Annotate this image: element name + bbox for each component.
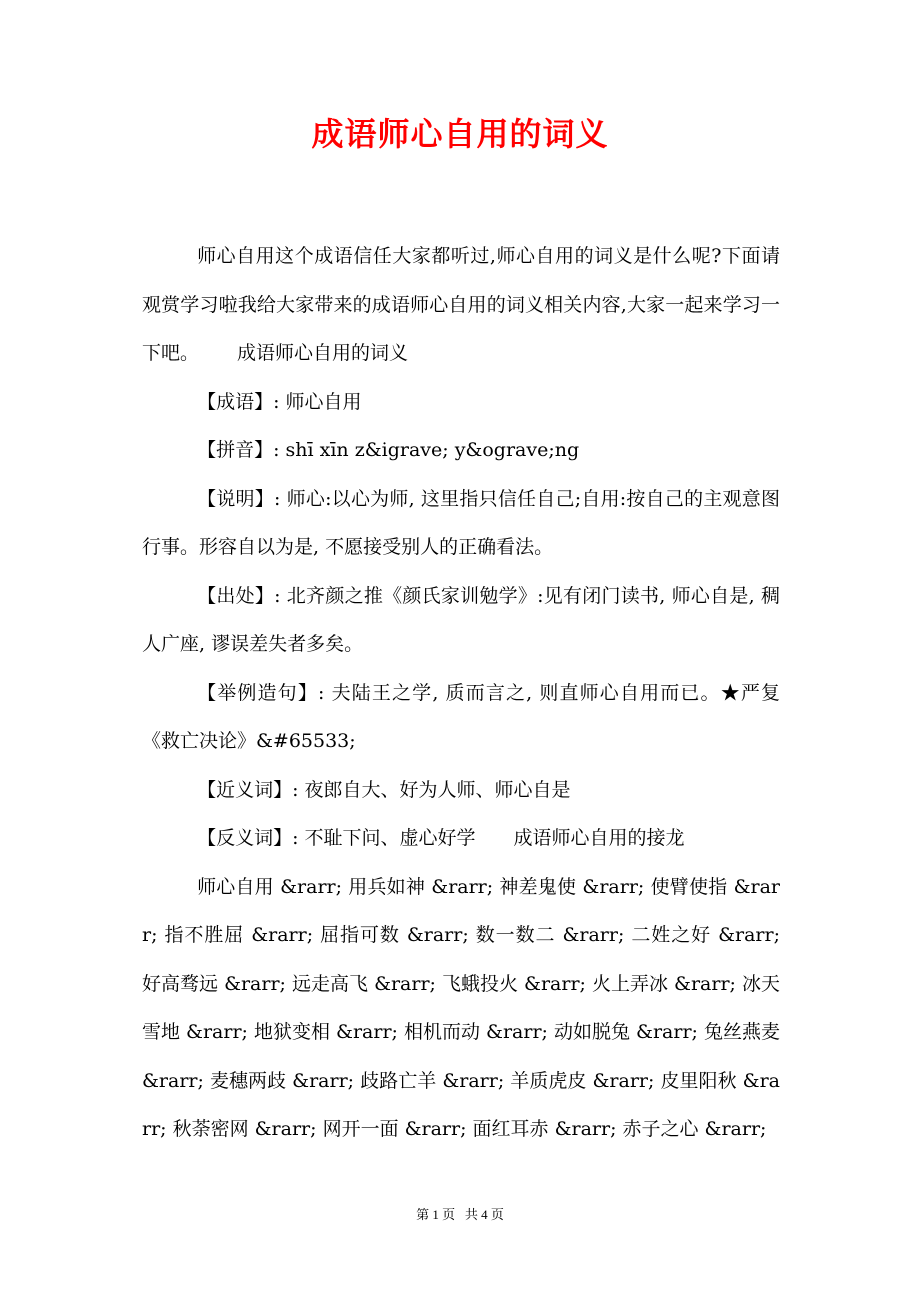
section-heading-meaning: 成语师心自用的词义	[237, 342, 409, 364]
idiom-entry: 【成语】: 师心自用	[197, 390, 362, 413]
section-heading-chain: 成语师心自用的接龙	[513, 827, 685, 849]
intro-text: 师心自用这个成语信任大家都听过,师心自用的词义是什么呢?下面请观赏学习啦我给大家带来的成语师心自用的词义相关内容,大家一起来学习一下吧。	[142, 245, 780, 364]
document-title: 成语师心自用的词义	[311, 115, 609, 153]
pinyin-entry: 【拼音】: shī xīn z&igrave; y&ograve;ng	[197, 439, 580, 461]
page-total: 共 4 页	[464, 1207, 504, 1222]
document-body	[142, 232, 780, 1154]
explanation-entry: 【说明】: 师心:以心为师, 这里指只信任自己;自用:按自己的主观意图行事。形容自以为是, 不愿接受别人的正确看法。	[142, 487, 780, 558]
idiom-chain-paragraph: 师心自用 &rarr; 用兵如神 &rarr; 神差鬼使 &rarr; 使臂使指 &rarr; 指不胜屈 &rarr; 屈指可数 &rarr; 数一数二 &rarr; 二姓之好 &rarr; 好高骛远 &rarr; 远走高飞 &rarr; 飞蛾投火 &rarr; 火上弄冰 &rarr; 冰天雪地 &rarr; 地狱变相 &rarr; 相机而动 &rarr; 动如脱兔 &rarr; 兔丝燕麦 &rarr; 麦穗两歧 &rarr; 歧路亡羊 &rarr; 羊质虎皮 &rarr; 皮里阳秋 &rarr; 秋荼密网 &rarr; 网开一面 &rarr; 面红耳赤 &rarr; 赤子之心 &rarr;	[142, 875, 780, 1140]
source-entry: 【出处】: 北齐颜之推《颜氏家训勉学》:见有闭门读书, 师心自是, 稠人广座, 谬误差失者多矣。	[142, 584, 780, 655]
antonyms-text: 【反义词】: 不耻下问、虚心好学	[197, 827, 476, 849]
example-entry: 【举例造句】: 夫陆王之学, 质而言之, 则直师心自用而已。★严复《救亡决论》&#65533;	[142, 681, 780, 752]
page-number: 第 1 页	[416, 1207, 456, 1222]
page-footer	[0, 1205, 920, 1225]
antonyms-paragraph	[142, 814, 780, 863]
synonyms-entry: 【近义词】: 夜郎自大、好为人师、师心自是	[197, 778, 571, 801]
intro-paragraph	[142, 232, 780, 378]
